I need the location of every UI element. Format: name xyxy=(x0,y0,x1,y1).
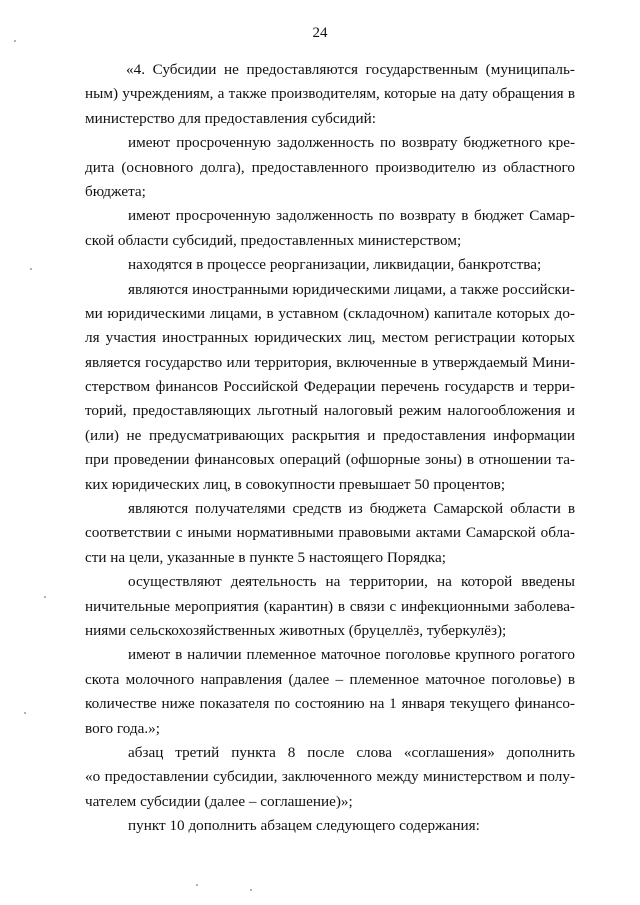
scan-speck xyxy=(24,712,26,714)
text-line: сти на цели, указанные в пункте 5 настоящего Порядка; xyxy=(85,548,446,566)
text-line: ничительные мероприятия (карантин) в связи с инфекционными заболева- xyxy=(85,597,575,615)
text-line: «4. Субсидии не предоставляются государственным (муниципаль- xyxy=(126,61,575,78)
text-line: «о предоставлении субсидии, заключенного между министерством и полу- xyxy=(85,768,575,786)
text-line: осуществляют деятельность на территории, на которой введены xyxy=(128,573,575,591)
text-line: торий, предоставляющих льготный налоговый режим налогообложения и xyxy=(85,402,575,420)
page-number: 24 xyxy=(312,25,328,41)
text-line: чателем субсидии (далее – соглашение)»; xyxy=(85,792,353,810)
text-line: дита (основного долга), предоставленного производителю из областного xyxy=(85,158,575,176)
text-line: абзац третий пункта 8 после слова «соглашения» дополнить xyxy=(128,743,575,761)
text-line: (или) не предусматривающих раскрытия и предоставления информации xyxy=(85,426,575,444)
text-line: ской области субсидий, предоставленных министерством; xyxy=(85,231,462,249)
text-line: стерством финансов Российской Федерации перечень государств и терри- xyxy=(85,378,575,396)
text-line: являются иностранными юридическими лицами, а также российски- xyxy=(128,280,575,298)
text-line: имеют просроченную задолженность по возврату в бюджет Самар- xyxy=(128,207,575,225)
text-line: ми юридическими лицами, в уставном (складочном) капитале которых до- xyxy=(85,304,575,322)
scan-speck xyxy=(44,596,46,598)
text-line: находятся в процессе реорганизации, ликвидации, банкротства; xyxy=(128,256,542,274)
text-line: министерство для предоставления субсидий: xyxy=(85,109,376,127)
text-line: скота молочного направления (далее – племенное маточное поголовье) в xyxy=(85,670,575,688)
text-line: ких юридических лиц, в совокупности превышает 50 процентов; xyxy=(85,475,506,493)
text-line: ниями сельскохозяйственных животных (бруцеллёз, туберкулёз); xyxy=(85,621,507,639)
document-body xyxy=(85,58,575,839)
text-line: является государство или территория, включенные в утверждаемый Мини- xyxy=(85,353,575,371)
scan-speck xyxy=(250,889,252,891)
text-line: вого года.»; xyxy=(85,719,160,737)
text-line: при проведении финансовых операций (офшорные зоны) в отношении та- xyxy=(85,451,575,469)
scan-speck xyxy=(30,268,32,270)
text-line: бюджета; xyxy=(85,182,146,200)
text-line: имеют просроченную задолженность по возврату бюджетного кре- xyxy=(128,134,575,152)
text-line: ля участия иностранных юридических лиц, местом регистрации которых xyxy=(85,329,575,347)
text-line: являются получателями средств из бюджета Самарской области в xyxy=(128,500,575,518)
text-line: имеют в наличии племенное маточное поголовье крупного рогатого xyxy=(128,646,575,664)
scan-speck xyxy=(14,40,16,42)
text-line: пункт 10 дополнить абзацем следующего содержания: xyxy=(128,817,480,835)
text-line: количестве ниже показателя по состоянию на 1 января текущего финансо- xyxy=(85,695,575,713)
text-line: ным) учреждениям, а также производителям, которые на дату обращения в xyxy=(85,85,575,103)
text-line: соответствии с иными нормативными правовыми актами Самарской обла- xyxy=(85,524,575,542)
scan-speck xyxy=(196,884,198,886)
